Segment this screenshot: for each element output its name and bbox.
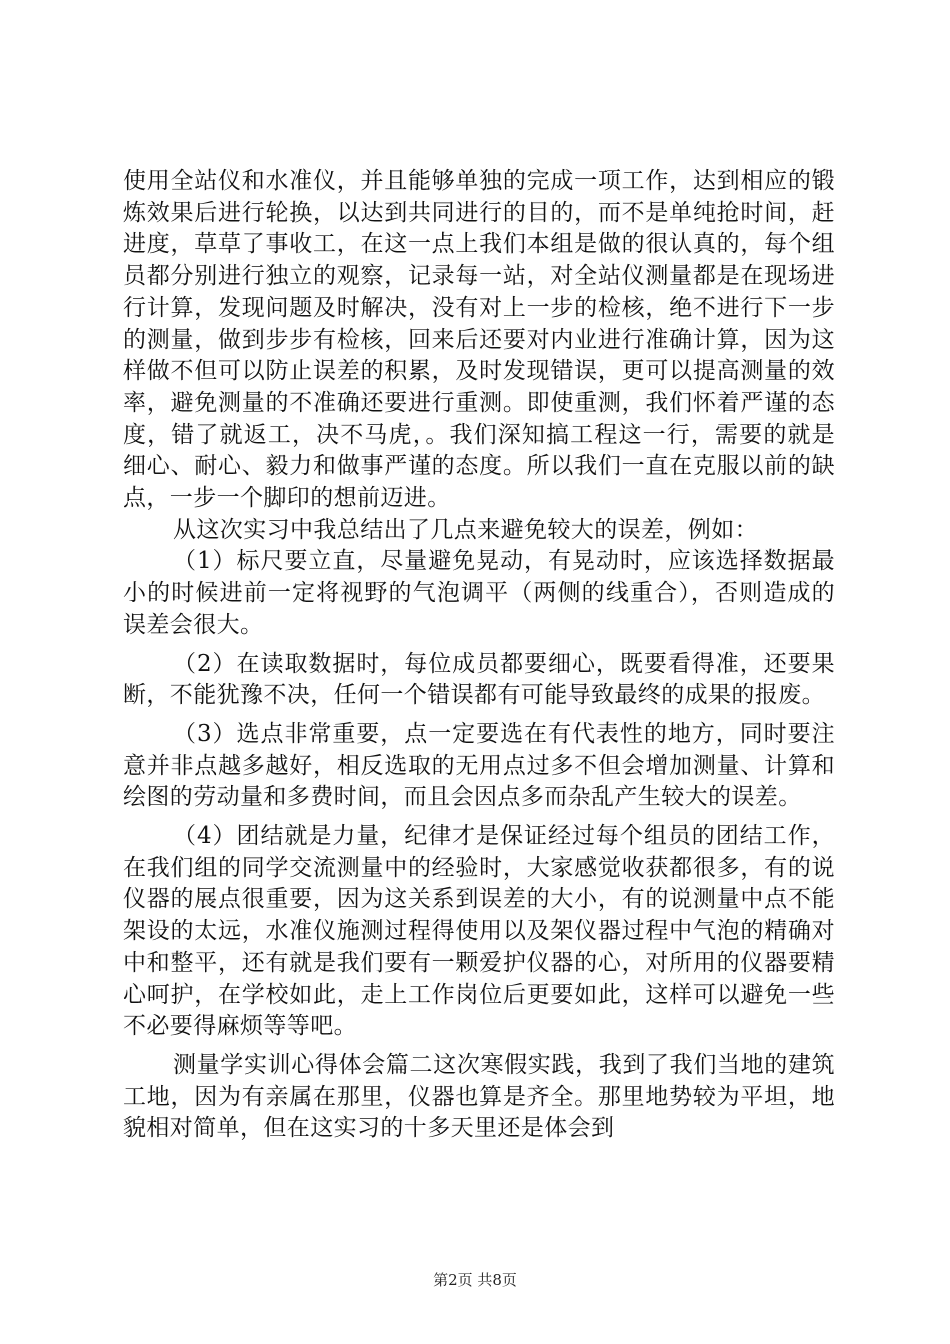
list-item-2: （2）在读取数据时，每位成员都要细心，既要看得准，还要果断，不能犹豫不决，任何一个错误都有可能导致最终的成果的报废。 [123, 650, 835, 709]
document-body [123, 166, 835, 1145]
list-item-1: （1）标尺要立直，尽量避免晃动，有晃动时，应该选择数据最小的时候进前一定将视野的气泡调平（两侧的线重合），否则造成的误差会很大。 [123, 548, 835, 638]
list-item-3: （3）选点非常重要，点一定要选在有代表性的地方，同时要注意并非点越多越好，相反选取的无用点过多不但会增加测量、计算和绘图的劳动量和多费时间，而且会因点多而杂乱产生较大的误差。 [123, 720, 835, 811]
list-item-4: （4）团结就是力量，纪律才是保证经过每个组员的团结工作，在我们组的同学交流测量中的经验时，大家感觉收获都很多，有的说仪器的展点很重要，因为这关系到误差的大小，有的说测量中点不能架设的太远，水准仪施测过程得使用以及架仪器过程中气泡的精确对中和整平，还有就是我们要有一颗爱护仪器的心，对所用的仪器要精心呵护，在学校如此，走上工作岗位后更要如此，这样可以避免一些不必要得麻烦等等吧。 [123, 823, 835, 1040]
paragraph-summary-intro: 从这次实习中我总结出了几点来避免较大的误差，例如： [173, 516, 758, 543]
page-footer: 第2页 共8页 [433, 1271, 517, 1289]
paragraph-continuation: 使用全站仪和水准仪，并且能够单独的完成一项工作，达到相应的锻炼效果后进行轮换，以达到共同进行的目的，而不是单纯抢时间，赶进度，草草了事收工，在这一点上我们本组是做的很认真的，每个组员都分别进行独立的观察，记录每一站，对全站仪测量都是在现场进行计算，发现问题及时解决，没有对上一步的检核，绝不进行下一步的测量，做到步步有检核，回来后还要对内业进行准确计算，因为这样做不但可以防止误差的积累，及时发现错误，更可以提高测量的效率，避免测量的不准确还要进行重测。即使重测，我们怀着严谨的态度，错了就返工，决不马虎，。我们深知搞工程这一行，需要的就是细心、耐心、毅力和做事严谨的态度。所以我们一直在克服以前的缺点，一步一个脚印的想前迈进。 [123, 168, 835, 512]
paragraph-essay-two: 测量学实训心得体会篇二这次寒假实践，我到了我们当地的建筑工地，因为有亲属在那里，仪器也算是齐全。那里地势较为平坦，地貌相对简单，但在这实习的十多天里还是体会到 [123, 1051, 835, 1142]
